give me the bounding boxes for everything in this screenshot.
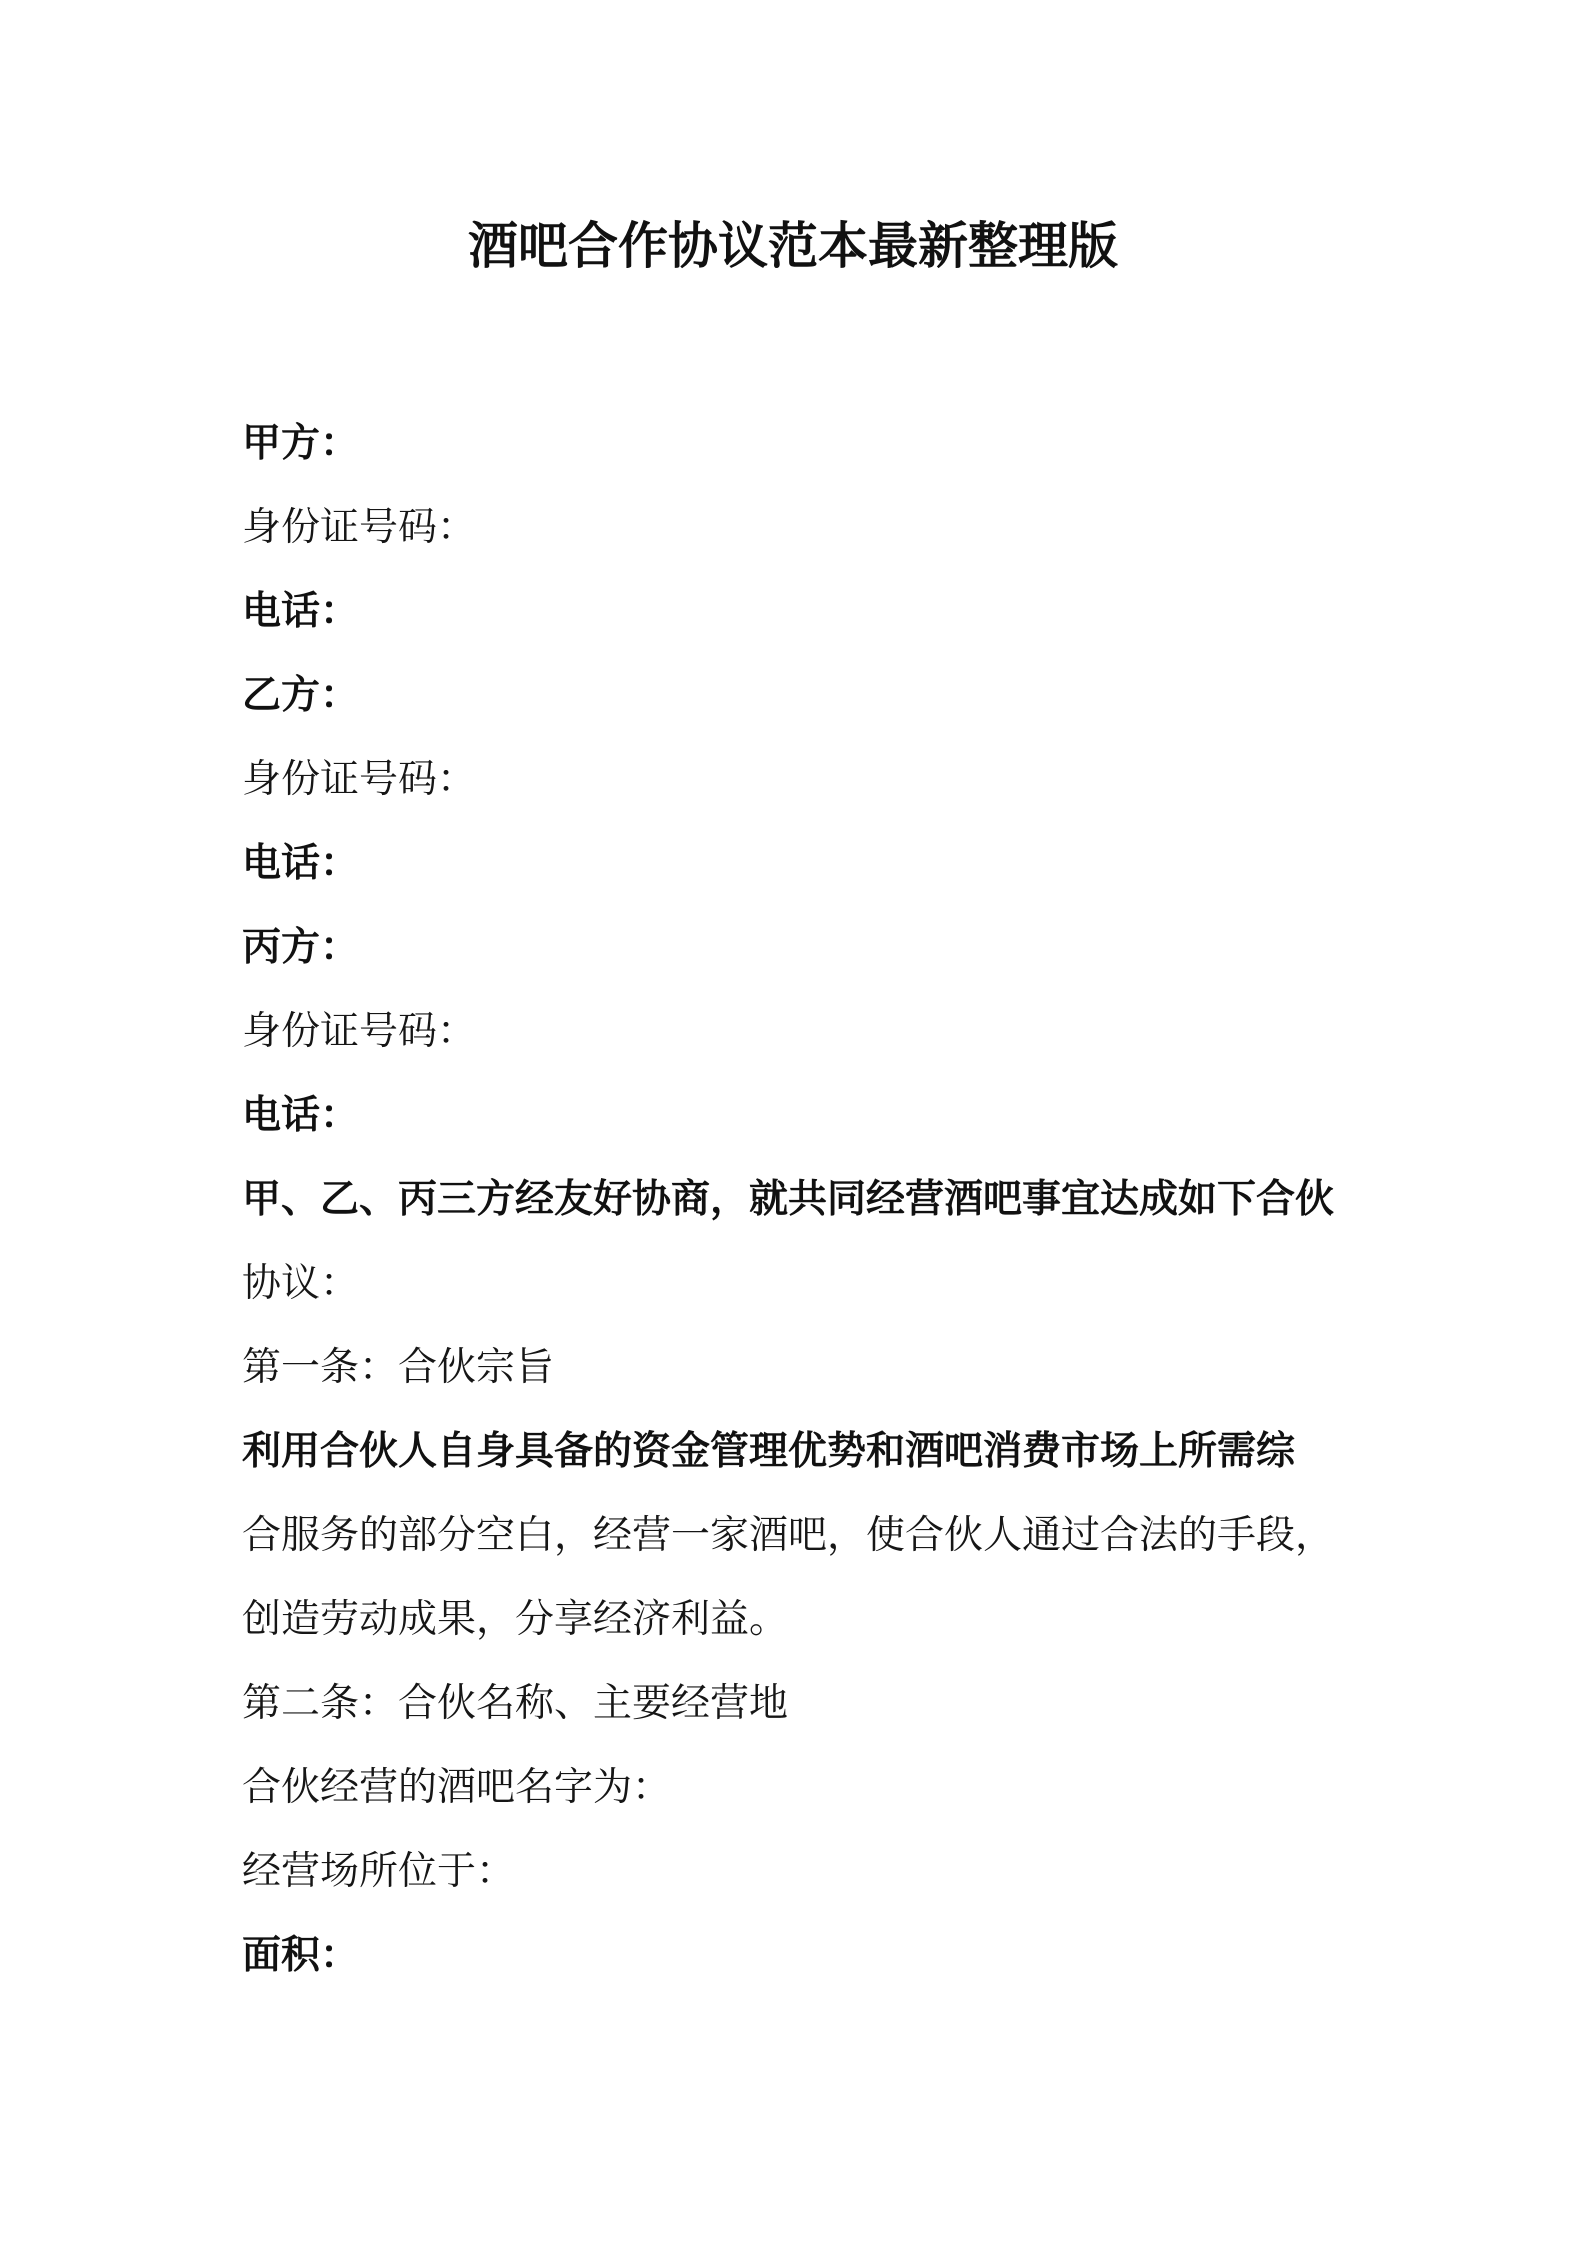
- party-b-phone-label: 电话：: [242, 841, 360, 886]
- document-title: 酒吧合作协议范本最新整理版: [468, 217, 1118, 275]
- article-1-heading: 第一条：合伙宗旨: [242, 1345, 555, 1390]
- party-a-phone-label: 电话：: [242, 589, 360, 634]
- party-b-label: 乙方：: [242, 673, 360, 718]
- article-2-heading: 第二条：合伙名称、主要经营地: [242, 1681, 789, 1726]
- party-c-label: 丙方：: [242, 925, 360, 970]
- party-a-label: 甲方：: [242, 421, 360, 466]
- agreement-intro-line-2: 协议：: [242, 1261, 360, 1306]
- party-a-id-label: 身份证号码：: [242, 505, 477, 550]
- agreement-intro-line-1: 甲、乙、丙三方经友好协商，就共同经营酒吧事宜达成如下合伙: [242, 1177, 1335, 1222]
- business-location-label: 经营场所位于：: [242, 1849, 516, 1894]
- article-1-text-line-3: 创造劳动成果，分享经济利益。: [242, 1597, 789, 1642]
- party-c-phone-label: 电话：: [242, 1093, 360, 1138]
- bar-name-label: 合伙经营的酒吧名字为：: [242, 1765, 672, 1810]
- area-label: 面积：: [242, 1933, 360, 1978]
- article-1-text-line-1: 利用合伙人自身具备的资金管理优势和酒吧消费市场上所需综: [242, 1429, 1296, 1474]
- article-1-text-line-2: 合服务的部分空白，经营一家酒吧，使合伙人通过合法的手段，: [242, 1513, 1335, 1558]
- party-c-id-label: 身份证号码：: [242, 1009, 477, 1054]
- document-body: [242, 402, 1360, 1998]
- party-b-id-label: 身份证号码：: [242, 757, 477, 802]
